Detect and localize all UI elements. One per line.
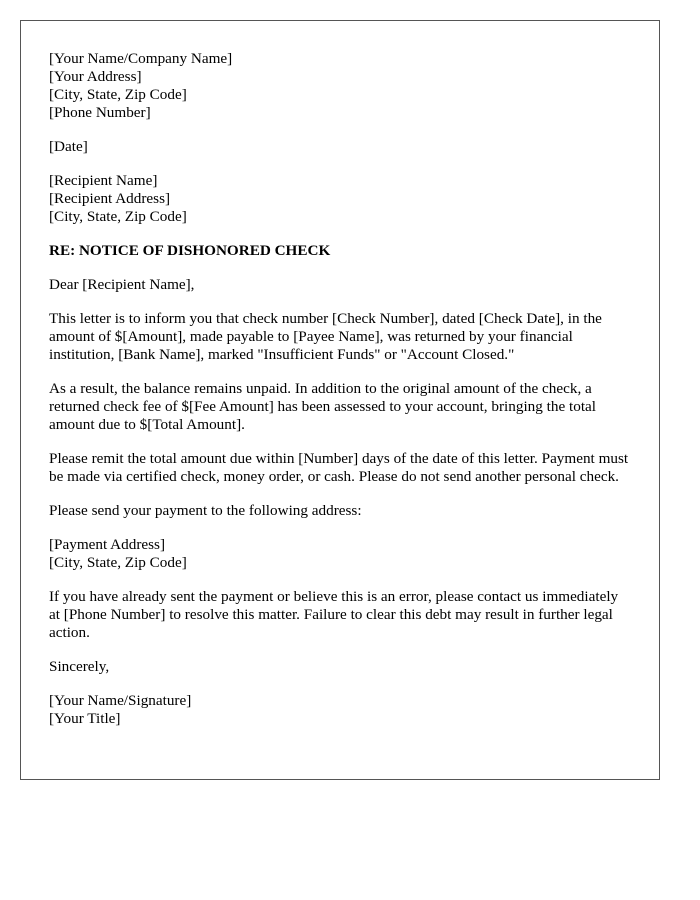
recipient-address: [Recipient Address] bbox=[49, 190, 171, 207]
subject-line: RE: NOTICE OF DISHONORED CHECK bbox=[49, 242, 331, 259]
payment-city-state-zip: [City, State, Zip Code] bbox=[49, 554, 187, 571]
payment-address-block bbox=[49, 536, 631, 572]
letter-date: [Date] bbox=[49, 138, 88, 155]
payment-address: [Payment Address] bbox=[49, 536, 165, 553]
sender-address: [Your Address] bbox=[49, 68, 142, 85]
signature-title: [Your Title] bbox=[49, 710, 121, 727]
signature-block bbox=[49, 692, 631, 728]
recipient-city-state-zip: [City, State, Zip Code] bbox=[49, 208, 187, 225]
sender-phone: [Phone Number] bbox=[49, 104, 151, 121]
sender-block bbox=[49, 50, 631, 122]
recipient-name: [Recipient Name] bbox=[49, 172, 158, 189]
sender-city-state-zip: [City, State, Zip Code] bbox=[49, 86, 187, 103]
paragraph-check-returned: This letter is to inform you that check number [Check Number], dated [Check Date], in the amount of $[Amount], made payable to [Payee Name], was returned by your financial institution, [Bank Name], marked "Insufficient Funds" or "Account Closed." bbox=[49, 310, 602, 363]
date-block bbox=[49, 138, 631, 156]
paragraph-send-payment: Please send your payment to the following address: bbox=[49, 502, 362, 519]
paragraph-contact-warning: If you have already sent the payment or believe this is an error, please contact us immediately at [Phone Number] to resolve this matter. Failure to clear this debt may result in further legal action. bbox=[49, 588, 619, 641]
signature-name: [Your Name/Signature] bbox=[49, 692, 192, 709]
sender-name: [Your Name/Company Name] bbox=[49, 50, 233, 67]
recipient-block bbox=[49, 172, 631, 226]
paragraph-balance-unpaid: As a result, the balance remains unpaid. In addition to the original amount of the check, a returned check fee of $[Fee Amount] has been assessed to your account, bringing the total amount due to $[Total Amount]. bbox=[49, 380, 596, 433]
letter-page bbox=[20, 20, 660, 780]
paragraph-remit-instructions: Please remit the total amount due within [Number] days of the date of this letter. Payment must be made via certified check, money order, or cash. Please do not send another personal check. bbox=[49, 450, 629, 485]
salutation: Dear [Recipient Name], bbox=[49, 276, 195, 293]
closing: Sincerely, bbox=[49, 658, 110, 675]
